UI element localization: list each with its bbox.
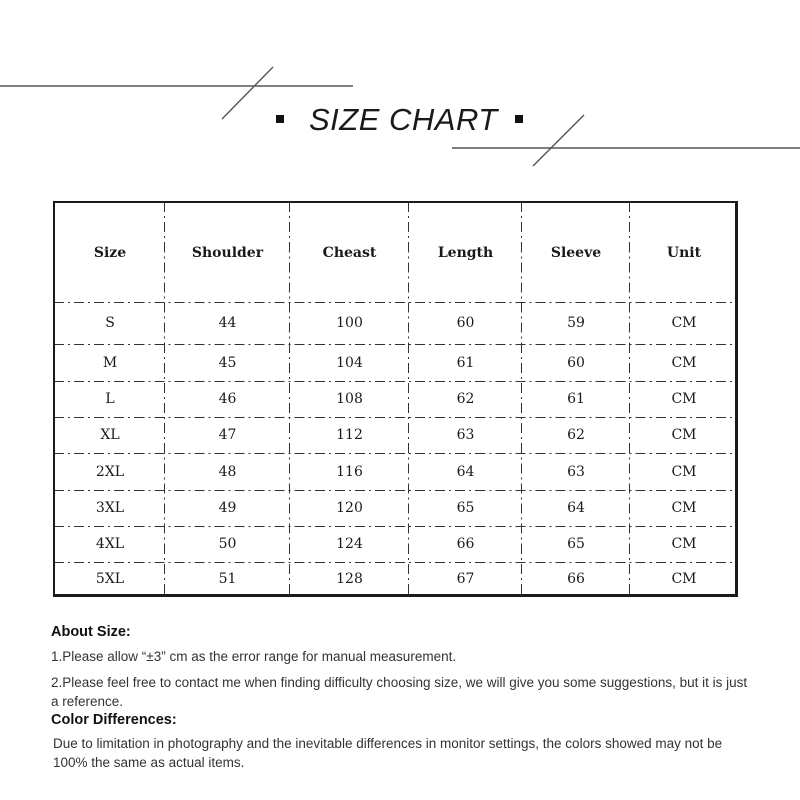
row-divider [55,302,735,303]
cell-unit: CM [671,391,697,407]
color-differences-heading: Color Differences: [51,712,177,728]
row-divider [55,453,735,454]
cell-chest: 100 [336,315,363,331]
table-row [55,344,735,381]
cell-size: S [105,315,115,331]
cell-sleeve: 63 [567,463,585,480]
column-header-size: Size [93,244,127,261]
table-row [55,526,735,562]
table-row [55,562,735,595]
column-header-chest: Cheast [322,244,377,261]
cell-shoulder: 45 [218,354,237,371]
column-divider [408,203,409,594]
row-divider [55,490,735,491]
cell-size: M [102,354,118,371]
row-divider [55,344,735,345]
cell-unit: CM [671,500,697,516]
row-divider [55,526,735,527]
square-bullet-icon [276,115,284,123]
cell-size: 2XL [95,463,125,480]
column-divider [164,203,165,594]
cell-shoulder: 44 [218,315,237,331]
cell-chest: 124 [336,536,363,552]
cell-sleeve: 59 [567,315,585,331]
cell-length: 66 [456,536,475,552]
cell-length: 67 [456,570,475,587]
cell-size: 5XL [95,570,125,587]
about-size-note-2: 2.Please feel free to contact me when finding difficulty choosing size, we will give you some suggestions, but it is just a reference. [51,675,748,709]
cell-sleeve: 60 [567,354,585,371]
cell-chest: 128 [336,570,363,587]
cell-sleeve: 64 [567,500,585,516]
cell-chest: 112 [336,427,363,443]
cell-shoulder: 51 [218,570,237,587]
cell-unit: CM [671,463,697,480]
about-size-heading: About Size: [51,624,131,640]
cell-length: 64 [456,463,475,480]
cell-size: 4XL [95,536,125,552]
row-divider [55,562,735,563]
cell-size: 3XL [95,500,125,516]
cell-unit: CM [671,427,697,443]
cell-length: 65 [456,500,475,516]
cell-shoulder: 49 [218,500,237,516]
table-row [55,490,735,526]
cell-length: 61 [456,354,475,371]
cell-sleeve: 65 [567,536,585,552]
color-differences-note: Due to limitation in photography and the inevitable differences in monitor settings, the colors showed may not be 100% the same as actual items. [53,736,723,770]
column-header-shoulder: Shoulder [191,244,264,261]
cell-shoulder: 47 [218,427,237,443]
cell-unit: CM [671,570,697,587]
column-header-sleeve: Sleeve [550,244,602,261]
table-row [55,417,735,453]
cell-chest: 120 [336,500,363,516]
cell-chest: 104 [336,354,363,371]
table-row [55,453,735,490]
cell-chest: 116 [336,463,363,480]
column-divider [289,203,290,594]
cell-length: 63 [456,427,475,443]
cell-sleeve: 62 [567,427,585,443]
cell-size: XL [100,427,120,443]
column-header-unit: Unit [666,244,702,261]
column-divider [521,203,522,594]
table-header-row [55,203,735,302]
page-title: SIZE CHART [309,102,498,137]
cell-sleeve: 61 [567,391,585,407]
cell-unit: CM [671,354,697,371]
cell-unit: CM [671,536,697,552]
cell-shoulder: 48 [218,463,237,480]
cell-sleeve: 66 [567,570,585,587]
cell-length: 60 [456,315,475,331]
about-size-note-1: 1.Please allow “±3” cm as the error range for manual measurement. [51,649,457,664]
column-header-length: Length [437,244,494,261]
square-bullet-icon [515,115,523,123]
cell-length: 62 [456,391,475,407]
table-row [55,381,735,417]
cell-chest: 108 [336,391,363,407]
size-chart-header [0,100,800,140]
row-divider [55,417,735,418]
row-divider [55,381,735,382]
cell-unit: CM [671,315,697,331]
size-table [53,201,738,597]
cell-shoulder: 50 [218,536,237,552]
cell-shoulder: 46 [218,391,237,407]
cell-size: L [105,391,115,407]
table-row [55,302,735,344]
column-divider [629,203,630,594]
